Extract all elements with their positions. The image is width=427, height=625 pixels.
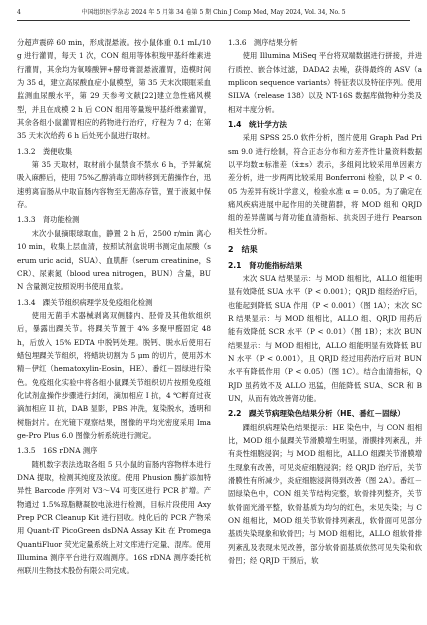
- running-header: [17, 8, 410, 18]
- section-heading: 1.4 统计学方法: [228, 120, 288, 130]
- paragraph: 使用 Illumina MiSeq 平台将双端数据进行拼接，并进行质控、嵌合体过滤，DADA2 去噪，获得最终的 ASV（amplicon sequence variants）特征表以及特征序列。使用 SILVA（release 138）以及 NT-16S 数据库做物种分类及相对丰度分析。: [228, 51, 422, 114]
- section-heading: 1.3.3 肾功能检测: [17, 215, 80, 225]
- paragraph: 采用 SPSS 25.0 软件分析，图片使用 Graph Pad Prism 9.0 进行绘制，符合正态分布和方差齐性计量资料数据以平均数±标准差（x̄±s）表示，多组间比较采用单因素方差分析，进一步两两比较采用 Bonferroni 检验，以 P < 0.05 为差异有统计学意义，检验水准 α = 0.05。为了确定在痛风疾病进展中起作用的关键菌群，将 MOD 组和 QRJD 组的差异菌属与肾功能血清指标、抗炎因子进行 Pearson 相关性分析。: [228, 133, 422, 236]
- left-column: [17, 36, 211, 578]
- section-heading: 2.2 踝关节病理染色结果分析（HE、番红－固绿）: [228, 409, 405, 419]
- paragraph: 分超声震碎 60 min，形成混悬液。按小鼠体重 0.1 mL/10 g 进行灌胃，每天 1 次，CON 组用等体积羧甲基纤维素进行灌胃，其余均为氧嗪酸钾+酵母膏混悬液灌胃，造模时间为 35 d，建立高尿酸血症小鼠模型，第 35 天末次眼眶采血监测血尿酸水平，第 29 天参考文献[22]建立急性痛风模型，并且在成模 2 h 后 CON 组用等量羧甲基纤维素灌胃，其余各组小鼠灌胃相应的药物进行治疗，疗程为 7 d；在第 35 天末次给药 6 h 后处死小鼠进行取材。: [17, 38, 211, 141]
- section-heading: 1.3.2 粪便收集: [17, 146, 73, 156]
- section-heading: 1.3.6 测序结果分析: [228, 38, 298, 47]
- header-rule: [17, 20, 410, 21]
- paragraph: 末次 SUA 结果显示：与 MOD 组相比，ALLO 组能明显有效降低 SUA 水平（P < 0.001）；QRJD 组经治疗后，也能起到降低 SUA 作用（P < 0.001）（图 1A）；末次 SCR 结果显示：与 MOD 组相比，ALLO 组、QRJD 用药后能有效降低 SCR 水平（P < 0.01）（图 1B）；末次 BUN 结果显示：与 MOD 组相比，ALLO 组能明显有效降低 BUN 水平（P < 0.001），且 QRJD 经过用药治疗后对 BUN 水平有降低作用（P < 0.05）（图 1C）。结合血清指标，QRJD 虽药效不及 ALLO 迅猛，但能降低 SUA、SCR 和 BUN，从而有效改善肾功能。: [228, 273, 422, 403]
- section-heading: 2.1 肾功能指标结果: [228, 260, 303, 270]
- section-heading: 1.3.4 踝关节组织病理学及免疫组化检测: [17, 297, 153, 307]
- results-heading: 2 结果: [228, 245, 258, 255]
- paragraph: 随机数字表法选取各组 5 只小鼠的盲肠内容物样本进行 DNA 提取，检测其纯度及浓度。使用 Phusion 酶扩添加特异性 Barcode 序列对 V3～V4 可变区进行 PCR 扩增。产物通过 1.5%琼脂糖凝胶电泳进行检测，目标片段使用 AxyPrep PCR Cleanup Kit 进行回收。纯化后的 PCR 产物采用 Quant-iT PicoGreen dsDNA Assay Kit 在 Promega QuantiFluor 荧光定量系统上对文库进行定量、混库。使用 Illumina 测序平台进行双端测序。16S rDNA 测序委托杭州联川生物技术股份有限公司完成。: [17, 459, 211, 576]
- paragraph: 第 35 天取材，取材前小鼠禁食不禁水 6 h，予异氟烷吸入麻醉后，使用 75%乙醇消毒立即转移到无菌操作台，迅速剪离盲肠从中取盲肠内容物至无菌冻存管，置于液氮中保存。: [17, 160, 211, 210]
- section-heading: 1.3.5 16S rDNA 测序: [17, 446, 98, 456]
- right-column: [228, 36, 422, 567]
- journal-citation-line: 中国组织医学杂志 2024 年 5 月第 34 卷第 5 期 Chin J Comp Med, May 2024, Vol. 34, No. 5: [81, 9, 346, 16]
- page-number: 4: [17, 9, 21, 16]
- paragraph: 使用无菌手术器械剥离双侧膝内、胫骨及其他软组织后，暴露出踝关节。将踝关节置于 4% 多聚甲醛固定 48 h，后放入 15% EDTA 中脱钙处理。脱钙、脱水后使用石蜡包埋踝关节组织，将蜡块切割为 5 μm 的切片，使用苏木精－伊红（hematoxylin-Eosin，HE）、番红－固绿进行染色。免疫组化实验中将各组小鼠踝关节组织切片按照免疫组化试剂盒操作步骤进行封闭，滴加相应 I 抗，4 ℃孵育过夜滴加相应 II 抗，DAB 显影，PBS 冲洗，复染脱水，透明和树脂封片。在光镜下观察结果，图像的平均光密度采用 Image-Pro Plus 6.0 图像分析系统进行测定。: [17, 310, 211, 440]
- paragraph: 末次小鼠摘眼球取血，静置 2 h 后，2500 r/min 离心 10 min，收集上层血清，按照试剂盒说明书测定血尿酸（serum uric acid，SUA）、血肌酐（serum creatinine，SCR）、尿素氮（blood urea nitrogen，BUN）含量，BUN 含量测定按照说明书使用血浆。: [17, 228, 211, 292]
- paragraph: 踝组织病理染色结果提示：HE 染色中，与 CON 组相比，MOD 组小鼠踝关节滑膜增生明显，滑膜排列紊乱，并有炎性细胞浸润；与 MOD 组相比，ALLO 组踝关节滑膜增生现象有改善，可见炎症细胞浸润；经 QRJD 治疗后，关节滑膜性有所减少，炎症细胞浸润得到改善（图 2A）。番红－固绿染色中，CON 组关节结构完整，软骨排列整齐，关节软骨面光滑平整，软骨基质为均匀的红色，未见失染；与 CON 组相比，MOD 组关节软骨排列紊乱，软骨面可见部分基质失染现象和软骨凹；与 MOD 组相比，ALLO 组软骨排列紊乱及表现未见改善，部分软骨面基质依然可见失染和软骨凹；经 QRJD 干预后，软: [228, 422, 422, 566]
